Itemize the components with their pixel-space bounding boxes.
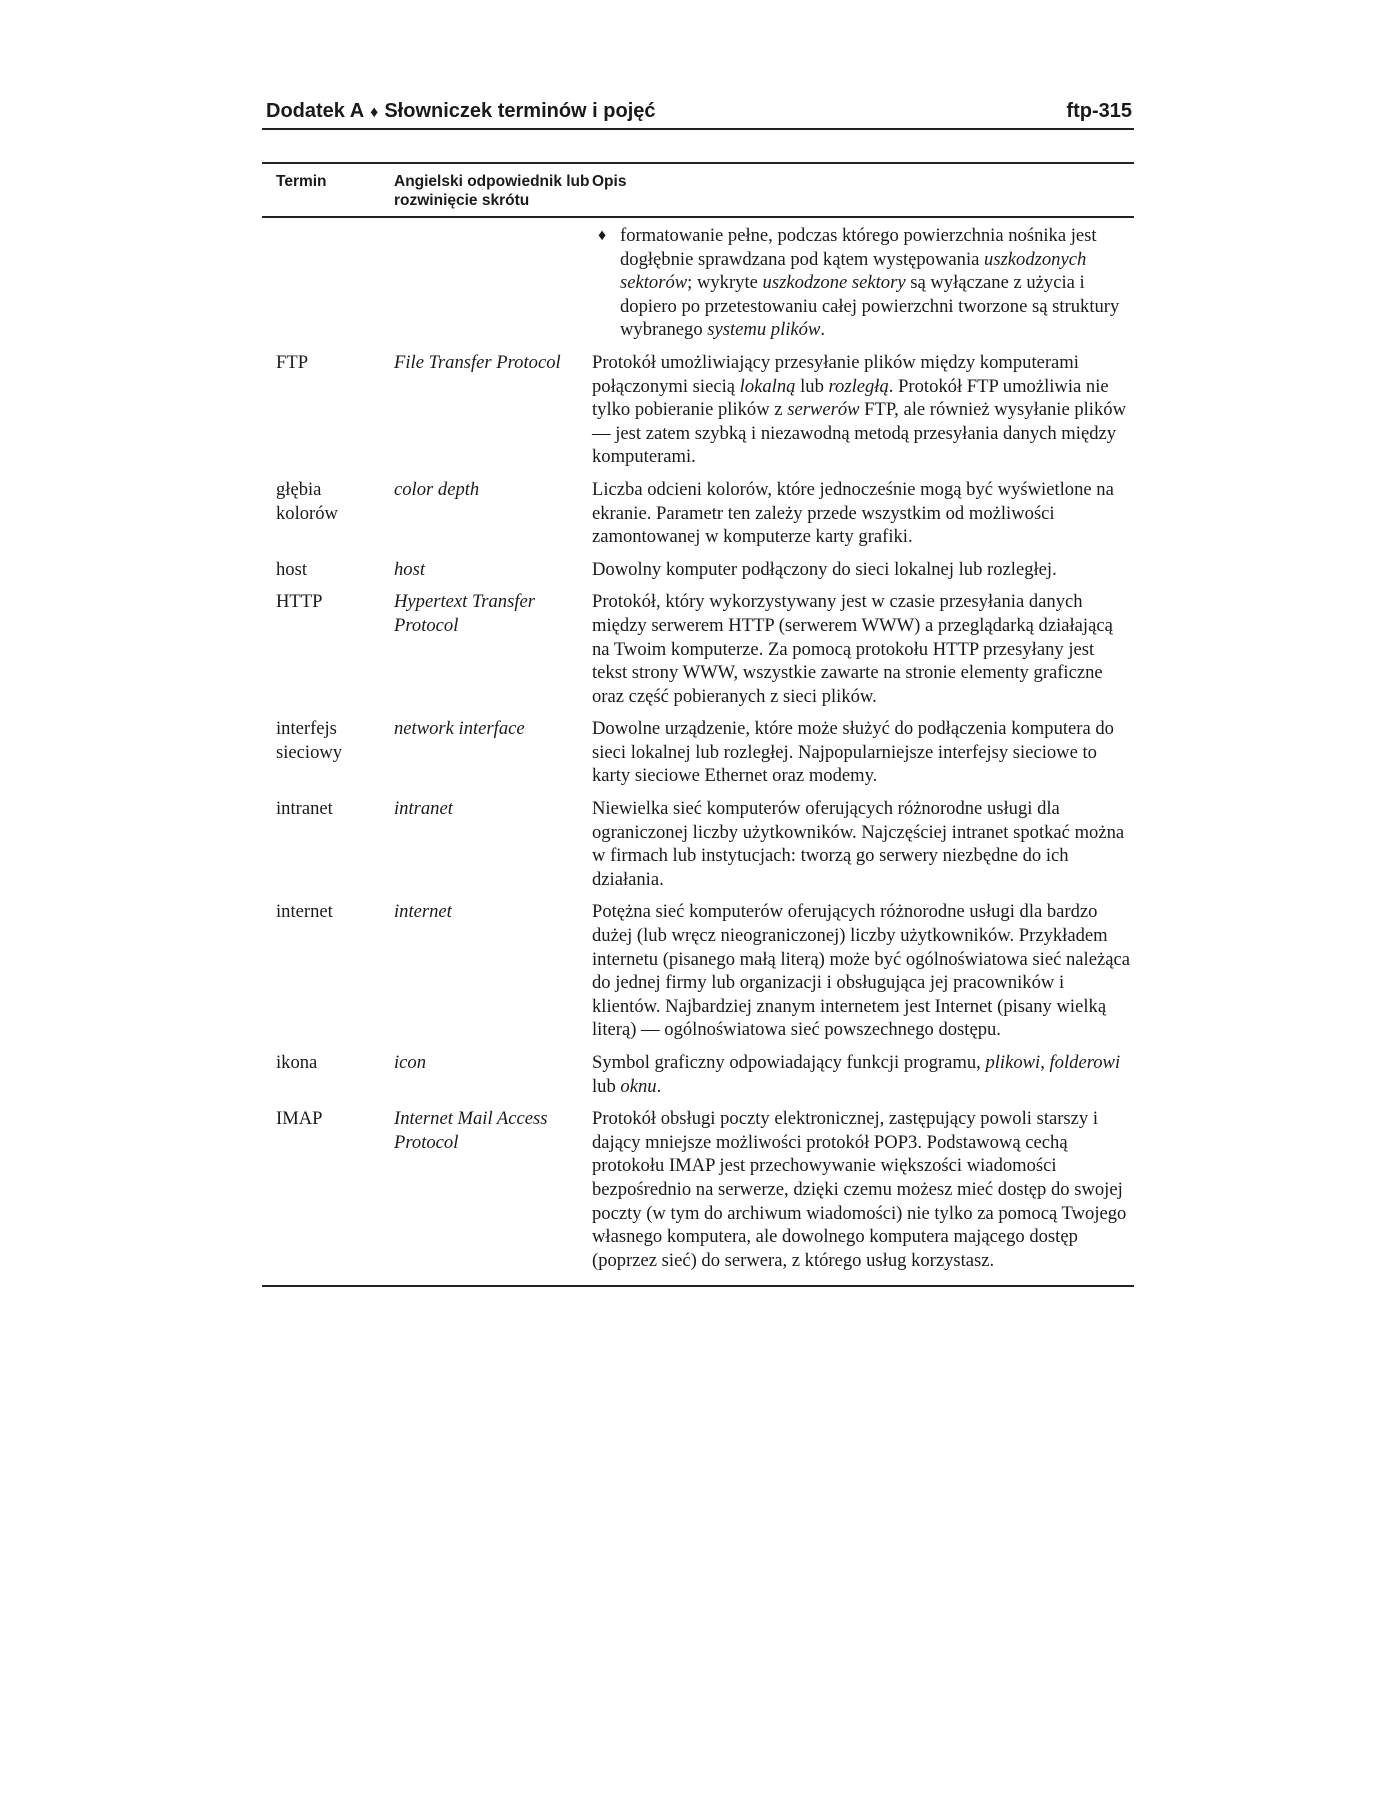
description-cell xyxy=(590,558,1134,582)
italic-term: lokalną xyxy=(739,375,796,397)
english-cell: internet xyxy=(394,901,452,923)
glossary-table xyxy=(262,162,1134,1287)
text-run: formatowanie pełne, podczas którego powierzchnia nośnika jest dogłębnie sprawdzana pod kątem występowania xyxy=(620,225,1097,270)
bullet-text xyxy=(620,224,1132,342)
text-run: Liczba odcieni kolorów, które jednocześnie mogą być wyświetlone na ekranie. Parametr ten zależy przede wszystkim od możliwości zamontowanej w komputerze karty grafiki. xyxy=(592,478,1114,548)
term-cell: HTTP xyxy=(276,591,323,613)
table-row xyxy=(262,590,1134,708)
description-cell xyxy=(590,1107,1134,1272)
description-cell xyxy=(590,900,1134,1042)
diamond-bullet-icon: ♦ xyxy=(598,227,607,244)
column-header-description: Opis xyxy=(592,173,627,190)
english-cell: Internet Mail Access Protocol xyxy=(394,1108,548,1153)
table-header xyxy=(262,164,1134,218)
running-header xyxy=(262,98,1134,130)
english-cell: File Transfer Protocol xyxy=(394,351,561,373)
text-run: Dowolny komputer podłączony do sieci lokalnej lub rozległej. xyxy=(592,558,1057,580)
table-row xyxy=(262,797,1134,891)
column-header-term: Termin xyxy=(276,173,327,190)
term-cell: interfejs sieciowy xyxy=(276,718,343,763)
diamond-icon: ♦ xyxy=(370,104,379,121)
term-cell: ikona xyxy=(276,1052,318,1073)
description-cell xyxy=(590,351,1134,469)
description-cell xyxy=(590,797,1134,891)
term-cell: internet xyxy=(276,901,333,923)
english-cell: color depth xyxy=(394,478,480,500)
text-run: Dowolne urządzenie, które może służyć do podłączenia komputera do sieci lokalnej lub rozległej. Najpopularniejsze interfejsy sieciowe to karty sieciowe Ethernet oraz modemy. xyxy=(592,718,1114,787)
english-cell: icon xyxy=(394,1052,427,1073)
text-run: lub xyxy=(795,375,829,397)
italic-term: uszkodzone sektory xyxy=(762,272,906,294)
table-body xyxy=(262,218,1134,1285)
description-cell xyxy=(590,224,1134,342)
table-row xyxy=(262,1051,1134,1098)
text-run: są wyłączane z użycia i dopiero po przetestowaniu całej powierzchni tworzone są struktury wybranego xyxy=(620,272,1120,341)
term-cell: FTP xyxy=(276,351,309,373)
english-cell: host xyxy=(394,558,425,580)
text-run: . xyxy=(820,319,826,341)
table-row xyxy=(262,900,1134,1042)
description-cell xyxy=(590,478,1134,549)
text-run: lub xyxy=(592,1075,621,1097)
text-run: . Protokół FTP umożliwia nie tylko pobieranie plików z xyxy=(592,375,1109,421)
italic-term: oknu xyxy=(620,1075,657,1097)
term-cell: IMAP xyxy=(276,1108,323,1130)
description-cell xyxy=(590,590,1134,708)
table-row xyxy=(262,1107,1134,1272)
text-run: , xyxy=(1040,1052,1050,1073)
table-row xyxy=(262,478,1134,549)
term-cell: intranet xyxy=(276,798,333,820)
text-run: Niewielka sieć komputerów oferujących różnorodne usługi dla ograniczonej liczby użytkowników. Najczęściej intranet spotkać można w firmach lub instytucjach: tworzą go serwery niezbędne do ich działania. xyxy=(592,798,1125,890)
italic-term: rozległą xyxy=(828,375,889,397)
term-cell: host xyxy=(276,558,307,580)
description-cell xyxy=(590,717,1134,788)
italic-term: systemu plików xyxy=(707,319,821,341)
italic-term: serwerów xyxy=(787,399,860,421)
term-cell xyxy=(262,224,384,342)
chapter-title: Słowniczek terminów i pojęć xyxy=(384,100,656,122)
italic-term: folderowi xyxy=(1049,1052,1121,1073)
page-number: ftp-315 xyxy=(1066,100,1132,122)
description-cell xyxy=(590,1051,1134,1098)
italic-term: plikowi xyxy=(985,1052,1041,1073)
table-row xyxy=(262,717,1134,788)
text-run: Potężna sieć komputerów oferujących różnorodne usługi dla bardzo dużej (lub wręcz nieograniczonej) liczby użytkowników. Przykładem internetu (pisanego małą literą) może być ogólnoświatowa sieć należąca do jednej firmy lub organizacji i obsługująca jej pracowników i klientów. Najbardziej znanym internetem jest Internet (pisany wielką literą) — ogólnoświatowa sieć powszechnego dostępu. xyxy=(592,901,1130,1041)
english-cell: Hypertext Transfer Protocol xyxy=(394,591,535,636)
continuation-row xyxy=(262,224,1134,342)
table-row xyxy=(262,558,1134,582)
term-cell: głębia kolorów xyxy=(276,478,338,524)
english-cell: network interface xyxy=(394,718,525,740)
column-header-english: Angielski odpowiednik lub rozwinięcie skrótu xyxy=(394,173,590,209)
text-run: Symbol graficzny odpowiadający funkcji programu, xyxy=(592,1052,986,1073)
text-run: Protokół, który wykorzystywany jest w czasie przesyłania danych między serwerem HTTP (serwerem WWW) a przeglądarką działającą na Twoim komputerze. Za pomocą protokołu HTTP przesyłany jest tekst strony WWW, wszystkie zawarte na stronie elementy graficzne oraz część pobieranych z sieci plików. xyxy=(592,591,1113,707)
text-run: FTP, ale również wysyłanie plików — jest zatem szybką i niezawodną metodą przesyłania danych między komputerami. xyxy=(592,399,1126,468)
text-run: Protokół umożliwiający przesyłanie plików między komputerami połączonymi siecią xyxy=(592,351,1079,397)
bullet-list-item xyxy=(592,224,1132,342)
section-label: Dodatek A xyxy=(266,100,365,122)
text-run: ; wykryte xyxy=(687,272,763,294)
table-row xyxy=(262,351,1134,469)
italic-term: uszkodzonych sektorów xyxy=(620,248,1087,294)
english-cell: intranet xyxy=(394,798,453,820)
text-run: Protokół obsługi poczty elektronicznej, zastępujący powoli starszy i dający mniejsze możliwości protokół POP3. Podstawową cechą protokołu IMAP jest przechowywanie większości wiadomości bezpośrednio na serwerze, dzięki czemu możesz mieć dostęp do swojej poczty (w tym do archiwum wiadomości) nie tylko za pomocą Twojego własnego komputera, ale dowolnego komputera mającego dostęp (poprzez sieć) do serwera, z którego usług korzystasz. xyxy=(592,1108,1127,1271)
header-left xyxy=(266,100,656,123)
text-run: . xyxy=(656,1075,662,1097)
english-cell xyxy=(384,224,590,342)
